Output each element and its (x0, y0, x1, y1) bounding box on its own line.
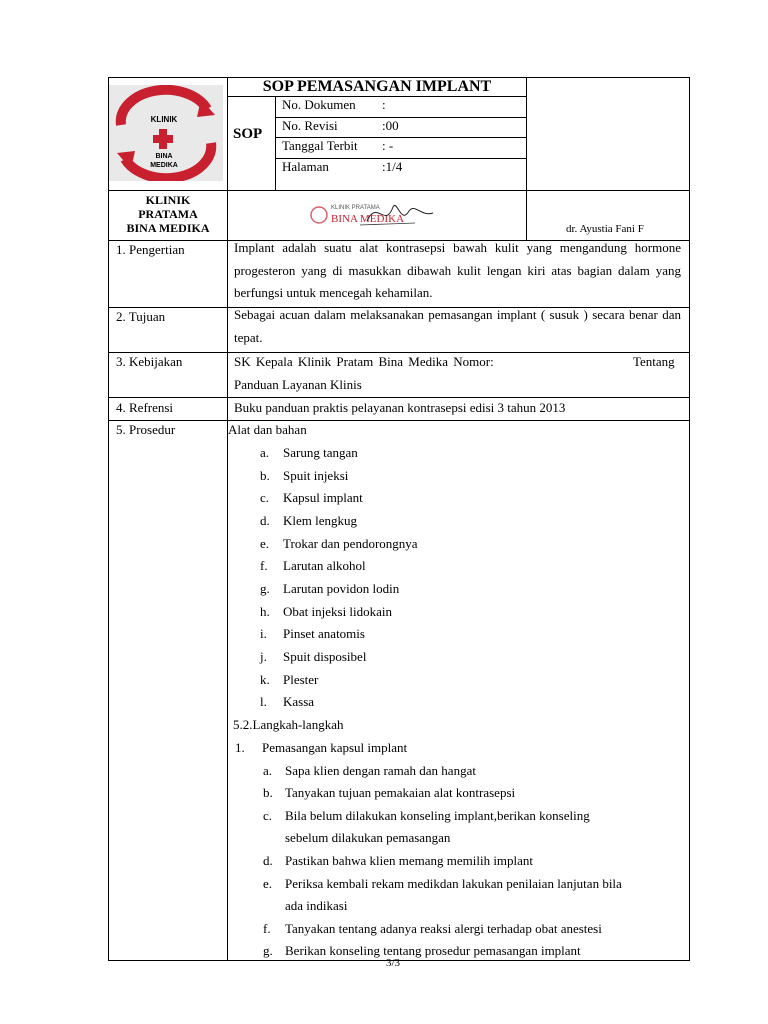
step-marker: c. (263, 808, 273, 823)
page-number: 3/3 (385, 957, 401, 969)
logo-cross-horizontal (153, 135, 173, 143)
alat-heading: Alat dan bahan (228, 422, 307, 437)
meta-label-revisi: No. Revisi (282, 118, 338, 133)
step-text: Tanyakan tujuan pemakaian alat kontrasepsi (285, 785, 516, 800)
step-text: ada indikasi (285, 898, 348, 913)
kebijakan-line1-left: SK Kepala Klinik Pratam Bina Medika Nomor: (234, 354, 494, 369)
row-line (108, 420, 690, 421)
alat-marker: b. (260, 468, 270, 483)
meta-label-dokumen: No. Dokumen (282, 97, 356, 112)
alat-marker: e. (260, 536, 270, 551)
header-right-divider (526, 77, 527, 241)
document-title: SOP PEMASANGAN IMPLANT (262, 78, 492, 95)
row-line (108, 352, 690, 353)
header-row-line (108, 190, 690, 191)
alat-item: Obat injeksi lidokain (283, 604, 393, 619)
logo-text-2: BINA (155, 153, 173, 160)
alat-item: Kassa (283, 694, 315, 709)
stamp-text-2: BINA MEDIKA (331, 213, 405, 225)
meta-label-halaman: Halaman (282, 159, 329, 174)
step-text: Periksa kembali rekam medikdan lakukan penilaian lanjutan bila (285, 876, 622, 891)
clinic-logo (109, 85, 223, 181)
alat-item: Pinset anatomis (283, 626, 365, 641)
alat-marker: h. (260, 604, 270, 619)
alat-marker: d. (260, 513, 270, 528)
step-text: sebelum dilakukan pemasangan (285, 830, 451, 845)
logo-text-1: KLINIK (150, 115, 178, 124)
alat-item: Kapsul implant (283, 490, 363, 505)
meta-value-terbit: : - (382, 138, 394, 153)
alat-marker: c. (260, 490, 270, 505)
section-label-prosedur: 5. Prosedur (116, 422, 176, 437)
step-marker: a. (263, 763, 273, 778)
step-text: Bila belum dilakukan konseling implant,berikan konseling (285, 808, 590, 823)
stamp-text-1: KLINIK PRATAMA (331, 205, 380, 211)
section-label-refrensi: 4. Refrensi (116, 400, 174, 415)
alat-item: Larutan alkohol (283, 558, 366, 573)
step-text: Sapa klien dengan ramah dan hangat (285, 763, 476, 778)
alat-item: Spuit disposibel (283, 649, 367, 664)
signatory-name: dr. Ayustia Fani F (566, 223, 644, 235)
section-label-tujuan: 2. Tujuan (116, 309, 166, 324)
step-number: 1. (235, 740, 245, 755)
sop-meta-divider (275, 96, 276, 190)
tujuan-text: Sebagai acuan dalam melaksanakan pemasangan implant ( susuk ) secara benar dan tepat. (234, 307, 681, 345)
step-text: Pastikan bahwa klien memang memilih implant (285, 853, 534, 868)
alat-item: Klem lengkug (283, 513, 358, 528)
alat-item: Trokar dan pendorongnya (283, 536, 418, 551)
section-label-pengertian: 1. Pengertian (116, 242, 185, 257)
alat-item: Larutan povidon lodin (283, 581, 400, 596)
step-marker: d. (263, 853, 273, 868)
alat-item: Sarung tangan (283, 445, 358, 460)
step-marker: b. (263, 785, 273, 800)
step-marker: e. (263, 876, 273, 891)
clinic-name-line-3: BINA MEDIKA (126, 221, 210, 235)
meta-value-dokumen: : (382, 97, 386, 112)
alat-marker: g. (260, 581, 270, 596)
refrensi-text: Buku panduan praktis pelayanan kontrasepsi edisi 3 tahun 2013 (234, 400, 566, 415)
section-label-kebijakan: 3. Kebijakan (116, 354, 183, 369)
alat-item: Plester (283, 672, 319, 687)
step-text: Tanyakan tentang adanya reaksi alergi terhadap obat anestesi (285, 921, 602, 936)
step-title: Pemasangan kapsul implant (262, 740, 408, 755)
alat-marker: a. (260, 445, 270, 460)
meta-value-halaman: :1/4 (382, 159, 403, 174)
pengertian-text: Implant adalah suatu alat kontrasepsi bawah kulit yang mengandung hormone progesteron yang di masukkan dibawah kulit lengan kiri atas bagian dalam yang berfungsi untuk mencegah kehamilan. (234, 240, 681, 300)
clinic-name-line-1: KLINIK (145, 193, 191, 207)
logo-text-3: MEDIKA (150, 162, 178, 169)
title-divider (227, 96, 527, 97)
row-line (108, 397, 690, 398)
stamp-signature (305, 195, 440, 235)
step-marker: f. (263, 921, 271, 936)
alat-marker: f. (260, 558, 268, 573)
step-text: Berikan konseling tentang prosedur pemasangan implant (285, 943, 581, 958)
sop-label: SOP (233, 126, 263, 142)
meta-label-terbit: Tanggal Terbit (282, 138, 358, 153)
alat-marker: i. (260, 626, 267, 641)
stamp-circle (311, 207, 327, 223)
langkah-heading: 5.2.Langkah-langkah (233, 717, 344, 732)
alat-marker: k. (260, 672, 270, 687)
meta-value-revisi: :00 (382, 118, 399, 133)
step-marker: g. (263, 943, 273, 958)
alat-item: Spuit injeksi (283, 468, 349, 483)
kebijakan-line2: Panduan Layanan Klinis (234, 377, 362, 392)
alat-marker: l. (260, 694, 267, 709)
alat-marker: j. (260, 649, 267, 664)
table-border-right (689, 77, 690, 961)
clinic-name-line-2: PRATAMA (138, 207, 198, 221)
kebijakan-line1-right: Tentang (633, 354, 675, 369)
